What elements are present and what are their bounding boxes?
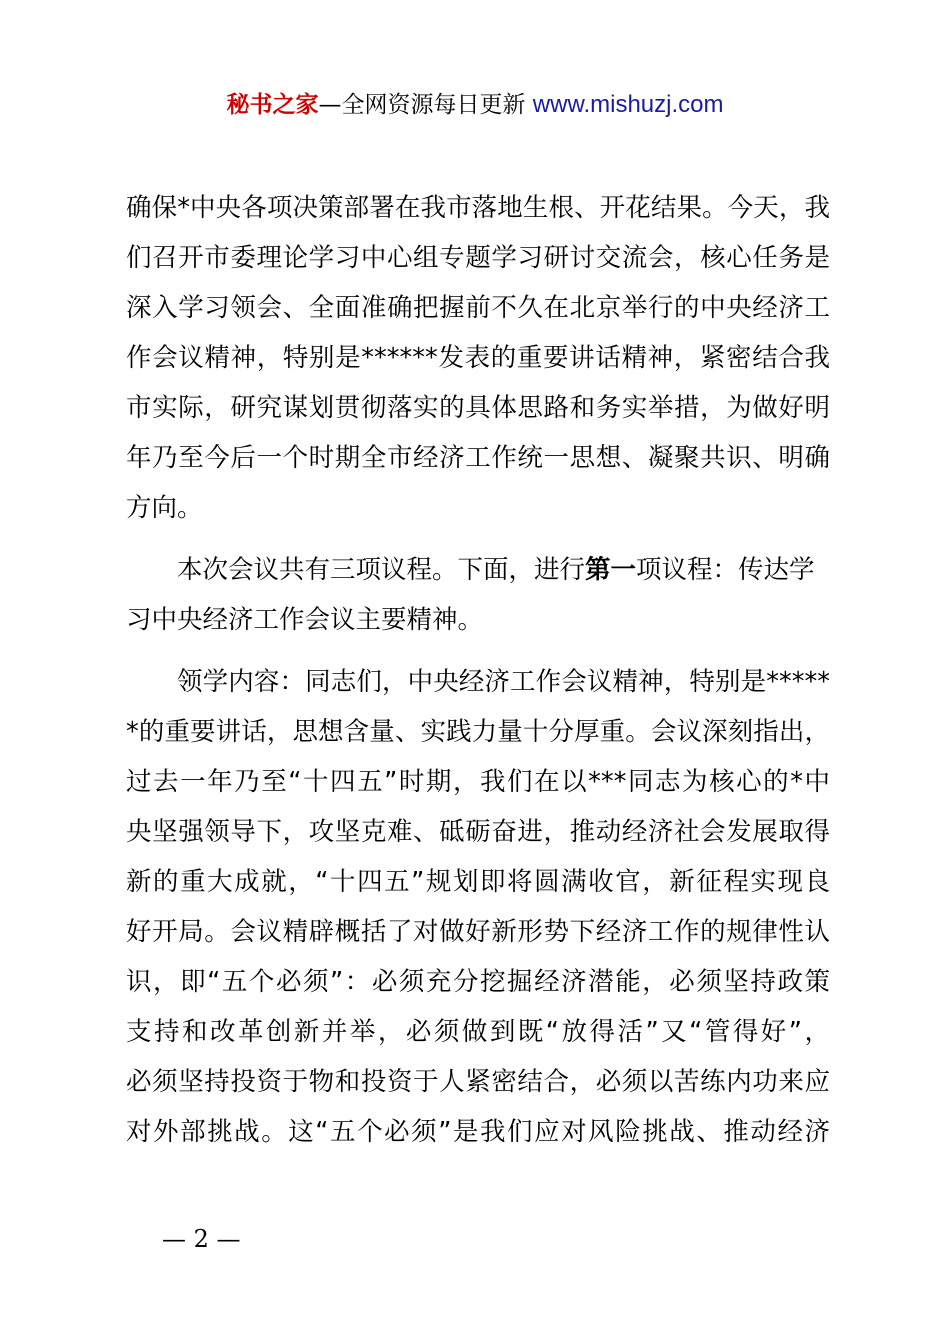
page-number: — 2 —: [162, 1225, 241, 1253]
text-line: 作会议精神，特别是******发表的重要讲话精神，紧密结合我: [126, 343, 830, 373]
text-line: 市实际，研究谋划贯彻落实的具体思路和务实举措，为做好明: [126, 393, 830, 423]
text-line: 支持和改革创新并举，必须做到既“放得活”又“管得好”，: [126, 1017, 830, 1047]
document-body: [126, 183, 830, 1157]
text-line: 年乃至今后一个时期全市经济工作统一思想、凝聚共识、明确: [126, 443, 830, 473]
text-line: 领学内容：同志们，中央经济工作会议精神，特别是*****: [177, 667, 830, 697]
text-line: 们召开市委理论学习中心组专题学习研讨交流会，核心任务是: [126, 243, 830, 273]
paragraph-2: [126, 545, 830, 645]
text-line: 确保*中央各项决策部署在我市落地生根、开花结果。今天，我: [126, 193, 830, 223]
site-header: [0, 88, 950, 122]
header-tagline: —全网资源每日更新: [318, 92, 526, 118]
text-line: 好开局。会议精辟概括了对做好新形势下经济工作的规律性认: [126, 917, 830, 947]
brand-name: 秘书之家: [226, 92, 319, 118]
paragraph-3: [126, 657, 830, 1157]
site-url[interactable]: www.mishuzj.com: [532, 91, 724, 118]
text-line: 识，即“五个必须”：必须充分挖掘经济潜能，必须坚持政策: [126, 967, 830, 997]
paragraph-1: [126, 183, 830, 533]
text-segment: 项议程：传达学: [636, 555, 815, 585]
text-line: 新的重大成就，“十四五”规划即将圆满收官，新征程实现良: [126, 867, 830, 897]
text-line: 对外部挑战。这“五个必须”是我们应对风险挑战、推动经济: [126, 1117, 830, 1147]
text-line: 方向。: [126, 493, 203, 523]
text-line: *的重要讲话，思想含量、实践力量十分厚重。会议深刻指出，: [126, 717, 830, 747]
bold-text: 第一: [585, 555, 637, 585]
text-line: 必须坚持投资于物和投资于人紧密结合，必须以苦练内功来应: [126, 1067, 830, 1097]
text-line: [126, 545, 830, 595]
text-line: 深入学习领会、全面准确把握前不久在北京举行的中央经济工: [126, 293, 830, 323]
text-line: 过去一年乃至“十四五”时期，我们在以***同志为核心的*中: [126, 767, 830, 797]
text-segment: 本次会议共有三项议程。下面，进行: [177, 555, 586, 585]
text-line: 习中央经济工作会议主要精神。: [126, 605, 484, 635]
text-line: 央坚强领导下，攻坚克难、砥砺奋进，推动经济社会发展取得: [126, 817, 830, 847]
